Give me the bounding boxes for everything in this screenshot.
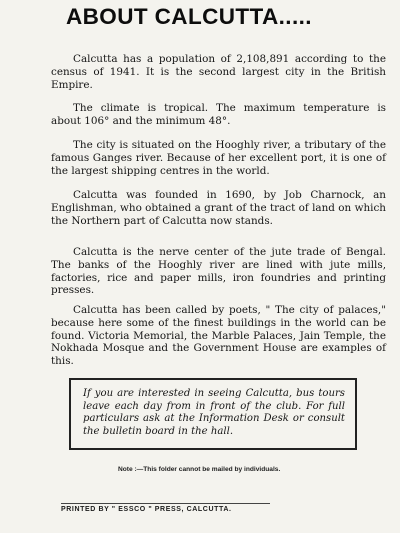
bus-tour-notice-text: If you are interested in seeing Calcutta, bus tours leave each day from in front of the club. For full particulars ask at the Information Desk or consult the bulletin board in the hall. — [83, 388, 345, 437]
page-title: ABOUT CALCUTTA..... — [66, 4, 312, 29]
paragraph-jute-trade: Calcutta is the nerve center of the jute trade of Bengal. The banks of the Hooghly river are lined with jute mills, factories, rice and paper mills, iron foundries and printing presses. — [51, 246, 386, 297]
paragraph-city-of-palaces: Calcutta has been called by poets, " The city of palaces," because here some of the finest buildings in the world can be found. Victoria Memorial, the Marble Palaces, Jain Temple, the Nokhada Mosque and the Government House are examples of this. — [51, 304, 386, 367]
printer-credit: PRINTED BY " ESSCO " PRESS, CALCUTTA. — [61, 506, 232, 513]
mailing-note: Note :—This folder cannot be mailed by individuals. — [118, 466, 281, 473]
footer-divider — [61, 503, 270, 504]
paragraph-climate: The climate is tropical. The maximum temperature is about 106° and the minimum 48°. — [51, 102, 386, 127]
paragraph-population: Calcutta has a population of 2,108,891 according to the census of 1941. It is the second largest city in the British Empire. — [51, 53, 386, 91]
paragraph-founding: Calcutta was founded in 1690, by Job Charnock, an Englishman, who obtained a grant of the tract of land on which the Northern part of Calcutta now stands. — [51, 189, 386, 227]
paragraph-location: The city is situated on the Hooghly river, a tributary of the famous Ganges river. Because of her excellent port, it is one of the largest shipping centres in the world. — [51, 139, 386, 177]
bus-tour-notice-box — [69, 378, 357, 450]
